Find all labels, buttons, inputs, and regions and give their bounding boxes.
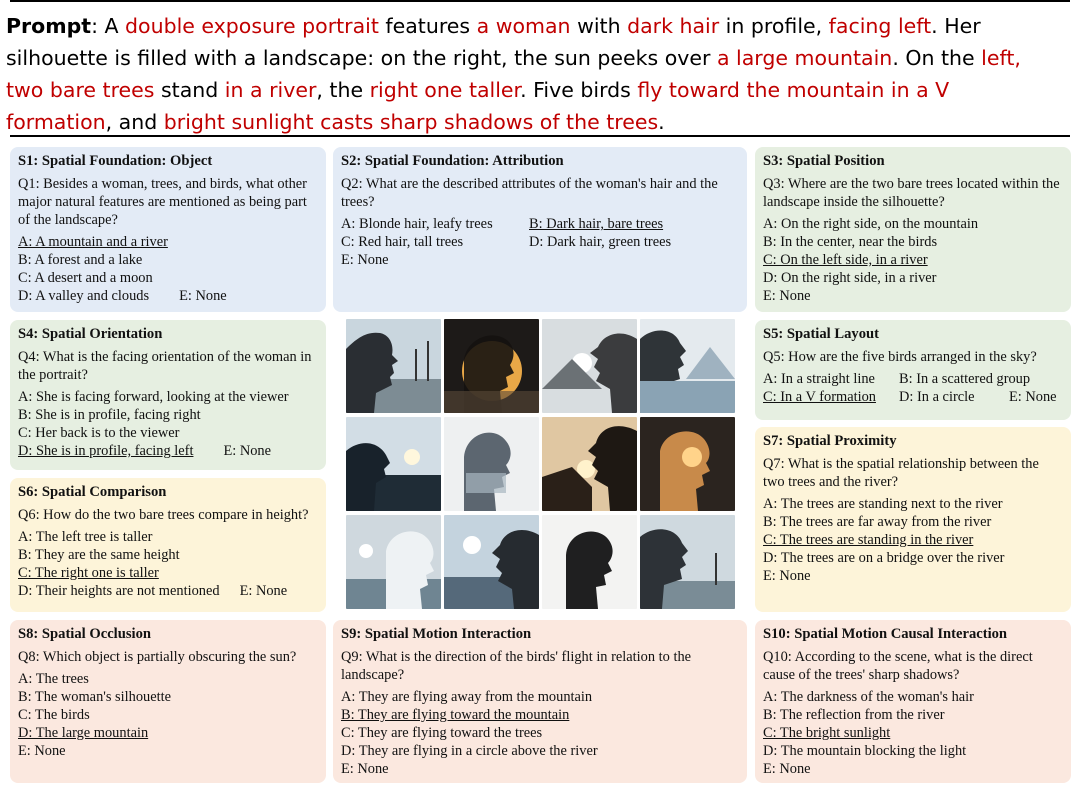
- image-6: [444, 417, 539, 511]
- option-d: D: Dark hair, green trees: [529, 234, 672, 250]
- prompt-keyphrase: dark hair: [627, 14, 720, 38]
- option-e: E: None: [341, 252, 389, 268]
- option-d: D: They are flying in a circle above the river: [341, 743, 598, 759]
- prompt-text-segment: . Five birds: [520, 78, 638, 102]
- option-c-correct: C: In a V formation: [763, 389, 876, 405]
- option-b: B: A forest and a lake: [18, 252, 143, 268]
- option-e: E: None: [341, 761, 389, 777]
- prompt-text-segment: features: [378, 14, 477, 38]
- option-e: E: None: [18, 743, 66, 759]
- option-a: A: In a straight line: [763, 371, 875, 387]
- option-b: B: In a scattered group: [899, 371, 1031, 387]
- panel-title: S5: Spatial Layout: [763, 326, 879, 342]
- panel-s10: [755, 620, 1071, 783]
- prompt-keyphrase: bright sunlight casts sharp shadows of the trees: [163, 110, 659, 134]
- panel-title: S7: Spatial Proximity: [763, 433, 897, 449]
- option-c: C: A desert and a moon: [18, 270, 153, 286]
- prompt-keyphrase: left, two bare trees: [6, 46, 1021, 102]
- option-b: B: In the center, near the birds: [763, 234, 938, 250]
- prompt-text-segment: stand: [154, 78, 225, 102]
- panel-s6: [10, 478, 326, 612]
- question: Q5: How are the five birds arranged in the sky?: [763, 349, 1037, 365]
- image-11: [542, 515, 637, 609]
- option-a-correct: A: A mountain and a river: [18, 234, 168, 250]
- option-a: A: They are flying away from the mountain: [341, 689, 593, 705]
- option-b: B: She is in profile, facing right: [18, 407, 201, 423]
- prompt-text-segment: .: [658, 110, 665, 134]
- question: Q2: What are the described attributes of the woman's hair and the trees?: [341, 176, 718, 210]
- option-c: C: They are flying toward the trees: [341, 725, 543, 741]
- panel-s7: [755, 427, 1071, 612]
- option-d: D: On the right side, in a river: [763, 270, 937, 286]
- question: Q3: Where are the two bare trees located within the landscape inside the silhouette?: [763, 176, 1060, 210]
- panel-s9: [333, 620, 747, 783]
- image-3: [542, 319, 637, 413]
- prompt-text-segment: with: [570, 14, 628, 38]
- image-1: [346, 319, 441, 413]
- panel-s8: [10, 620, 326, 783]
- image-2: [444, 319, 539, 413]
- option-b: B: The reflection from the river: [763, 707, 945, 723]
- prompt-divider: [10, 135, 1070, 137]
- option-a: A: Blonde hair, leafy trees: [341, 216, 493, 232]
- option-e: E: None: [239, 583, 288, 599]
- option-c: C: The birds: [18, 707, 90, 723]
- option-c-correct: C: The right one is taller: [18, 565, 159, 581]
- option-b-correct: B: They are flying toward the mountain: [341, 707, 570, 723]
- prompt-body: [6, 14, 1021, 134]
- option-a: A: The trees: [18, 671, 89, 687]
- question: Q6: How do the two bare trees compare in height?: [18, 507, 309, 523]
- option-c: C: Red hair, tall trees: [341, 234, 464, 250]
- option-a: A: The trees are standing next to the river: [763, 496, 1003, 512]
- prompt-text-segment: . On the: [892, 46, 982, 70]
- option-e: E: None: [763, 761, 811, 777]
- option-b-correct: B: Dark hair, bare trees: [529, 216, 664, 232]
- prompt-text: [6, 10, 1056, 138]
- option-b: B: The trees are far away from the river: [763, 514, 992, 530]
- panel-title: S9: Spatial Motion Interaction: [341, 626, 532, 642]
- prompt-keyphrase: a woman: [476, 14, 571, 38]
- option-e: E: None: [763, 288, 811, 304]
- option-a: A: On the right side, on the mountain: [763, 216, 979, 232]
- option-a: A: She is facing forward, looking at the viewer: [18, 389, 289, 405]
- option-e: E: None: [179, 288, 227, 304]
- option-c: C: Her back is to the viewer: [18, 425, 180, 441]
- panel-title: S10: Spatial Motion Causal Interaction: [763, 626, 1008, 642]
- prompt-keyphrase: double exposure portrait: [125, 14, 379, 38]
- panel-s5: [755, 320, 1071, 420]
- option-c-correct: C: The bright sunlight: [763, 725, 891, 741]
- image-4: [640, 319, 735, 413]
- prompt-keyphrase: fly toward the mountain in a V formation: [6, 78, 950, 134]
- option-b: B: The woman's silhouette: [18, 689, 172, 705]
- option-c-correct: C: The trees are standing in the river: [763, 532, 974, 548]
- prompt-text-segment: , and: [105, 110, 164, 134]
- prompt-top-rule: [10, 0, 1070, 2]
- prompt-text-segment: : A: [91, 14, 126, 38]
- option-e: E: None: [223, 443, 272, 459]
- option-a: A: The left tree is taller: [18, 529, 153, 545]
- option-d-correct: D: The large mountain: [18, 725, 149, 741]
- option-d: D: The trees are on a bridge over the river: [763, 550, 1005, 566]
- question: Q4: What is the facing orientation of the woman in the portrait?: [18, 349, 312, 383]
- panel-title: S2: Spatial Foundation: Attribution: [341, 153, 564, 169]
- prompt-text-segment: . Her silhouette is filled with a landscape: on the right, the sun peeks over: [6, 14, 981, 70]
- option-d-correct: D: She is in profile, facing left: [18, 443, 194, 459]
- option-c-correct: C: On the left side, in a river: [763, 252, 928, 268]
- panel-s2: [333, 147, 747, 312]
- image-12: [640, 515, 735, 609]
- image-9: [346, 515, 441, 609]
- option-e: E: None: [763, 568, 811, 584]
- panel-s1: [10, 147, 326, 312]
- question: Q8: Which object is partially obscuring the sun?: [18, 649, 297, 665]
- panel-title: S4: Spatial Orientation: [18, 326, 163, 342]
- option-b: B: They are the same height: [18, 547, 180, 563]
- option-d: D: The mountain blocking the light: [763, 743, 967, 759]
- image-8: [640, 417, 735, 511]
- prompt-keyphrase: right one taller: [369, 78, 521, 102]
- image-10: [444, 515, 539, 609]
- option-d: D: In a circle: [899, 389, 975, 405]
- question: Q10: According to the scene, what is the direct cause of the trees' sharp shadows?: [763, 649, 1033, 683]
- option-d: D: A valley and clouds: [18, 288, 150, 304]
- prompt-text-segment: , the: [316, 78, 370, 102]
- prompt-keyphrase: a large mountain: [716, 46, 893, 70]
- panel-title: S3: Spatial Position: [763, 153, 885, 169]
- question: Q1: Besides a woman, trees, and birds, what other major natural features are mentioned as being part of the landscape?: [18, 176, 307, 228]
- image-7: [542, 417, 637, 511]
- prompt-keyphrase: in a river: [224, 78, 317, 102]
- panel-title: S1: Spatial Foundation: Object: [18, 153, 213, 169]
- question: Q9: What is the direction of the birds' flight in relation to the landscape?: [341, 649, 692, 683]
- prompt-label: Prompt: [6, 14, 92, 38]
- panel-s4: [10, 320, 326, 470]
- option-d: D: Their heights are not mentioned: [18, 583, 220, 599]
- panel-title: S6: Spatial Comparison: [18, 484, 167, 500]
- option-e: E: None: [1009, 389, 1057, 405]
- option-a: A: The darkness of the woman's hair: [763, 689, 974, 705]
- image-5: [346, 417, 441, 511]
- prompt-keyphrase: facing left: [828, 14, 932, 38]
- question: Q7: What is the spatial relationship between the two trees and the river?: [763, 456, 1039, 490]
- generated-image-grid: [346, 319, 746, 609]
- prompt-text-segment: in profile,: [719, 14, 829, 38]
- panel-title: S8: Spatial Occlusion: [18, 626, 151, 642]
- panel-s3: [755, 147, 1071, 312]
